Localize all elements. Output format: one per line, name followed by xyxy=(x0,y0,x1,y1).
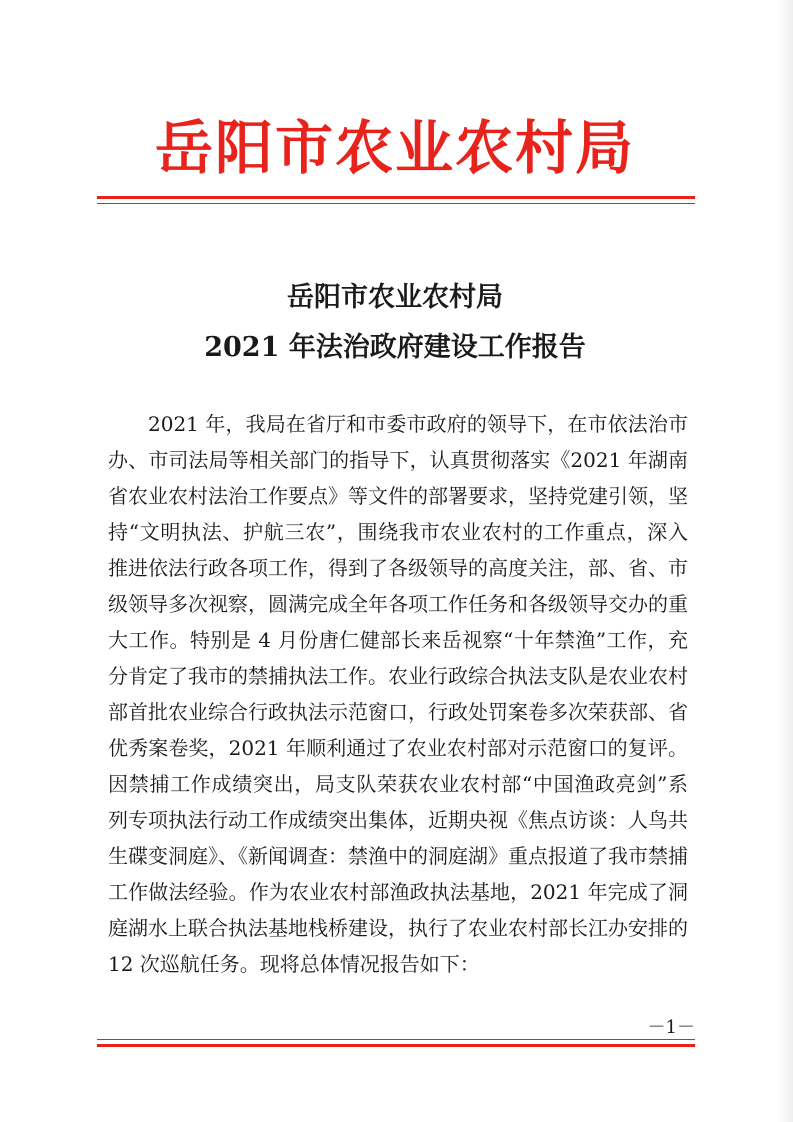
footer-thin-rule xyxy=(97,1039,695,1040)
page-number: －1－ xyxy=(647,1017,695,1038)
document-title-line-1: 岳阳市农业农村局 xyxy=(287,282,503,313)
scan-edge-shadow xyxy=(779,0,793,1122)
letterhead-thin-rule xyxy=(97,203,695,204)
letterhead-thick-rule xyxy=(97,196,695,199)
letterhead-org-name: 岳阳市农业农村局 xyxy=(154,114,635,182)
body-paragraph: 2021 年，我局在省厅和市委市政府的领导下，在市依法治市办、市司法局等相关部门的指导下，认真贯彻落实《2021 年湖南省农业农村法治工作要点》等文件的部署要求，坚持党建引领，坚持“文明执法、护航三农”，围绕我市农业农村的工作重点，深入推进依法行政各项工作，得到了各级领导的高度关注，部、省、市级领导多次视察，圆满完成全年各项工作任务和各级领导交办的重大工作。特别是 4 月份唐仁健部长来岳视察“十年禁渔”工作，充分肯定了我市的禁捕执法工作。农业行政综合执法支队是农业农村部首批农业综合行政执法示范窗口，行政处罚案卷多次荣获部、省优秀案卷奖，2021 年顺利通过了农业农村部对示范窗口的复评。因禁捕工作成绩突出，局支队荣获农业农村部“中国渔政亮剑”系列专项执法行动工作成绩突出集体，近期央视《焦点访谈：人鸟共生碟变洞庭》、《新闻调查：禁渔中的洞庭湖》重点报道了我市禁捕工作做法经验。作为农业农村部渔政执法基地，2021 年完成了洞庭湖水上联合执法基地栈桥建设，执行了农业农村部长江办安排的 12 次巡航任务。现将总体情况报告如下： xyxy=(108,412,688,976)
document-title-line-2: 2021 年法治政府建设工作报告 xyxy=(204,332,586,363)
footer-thick-rule xyxy=(97,1044,695,1047)
